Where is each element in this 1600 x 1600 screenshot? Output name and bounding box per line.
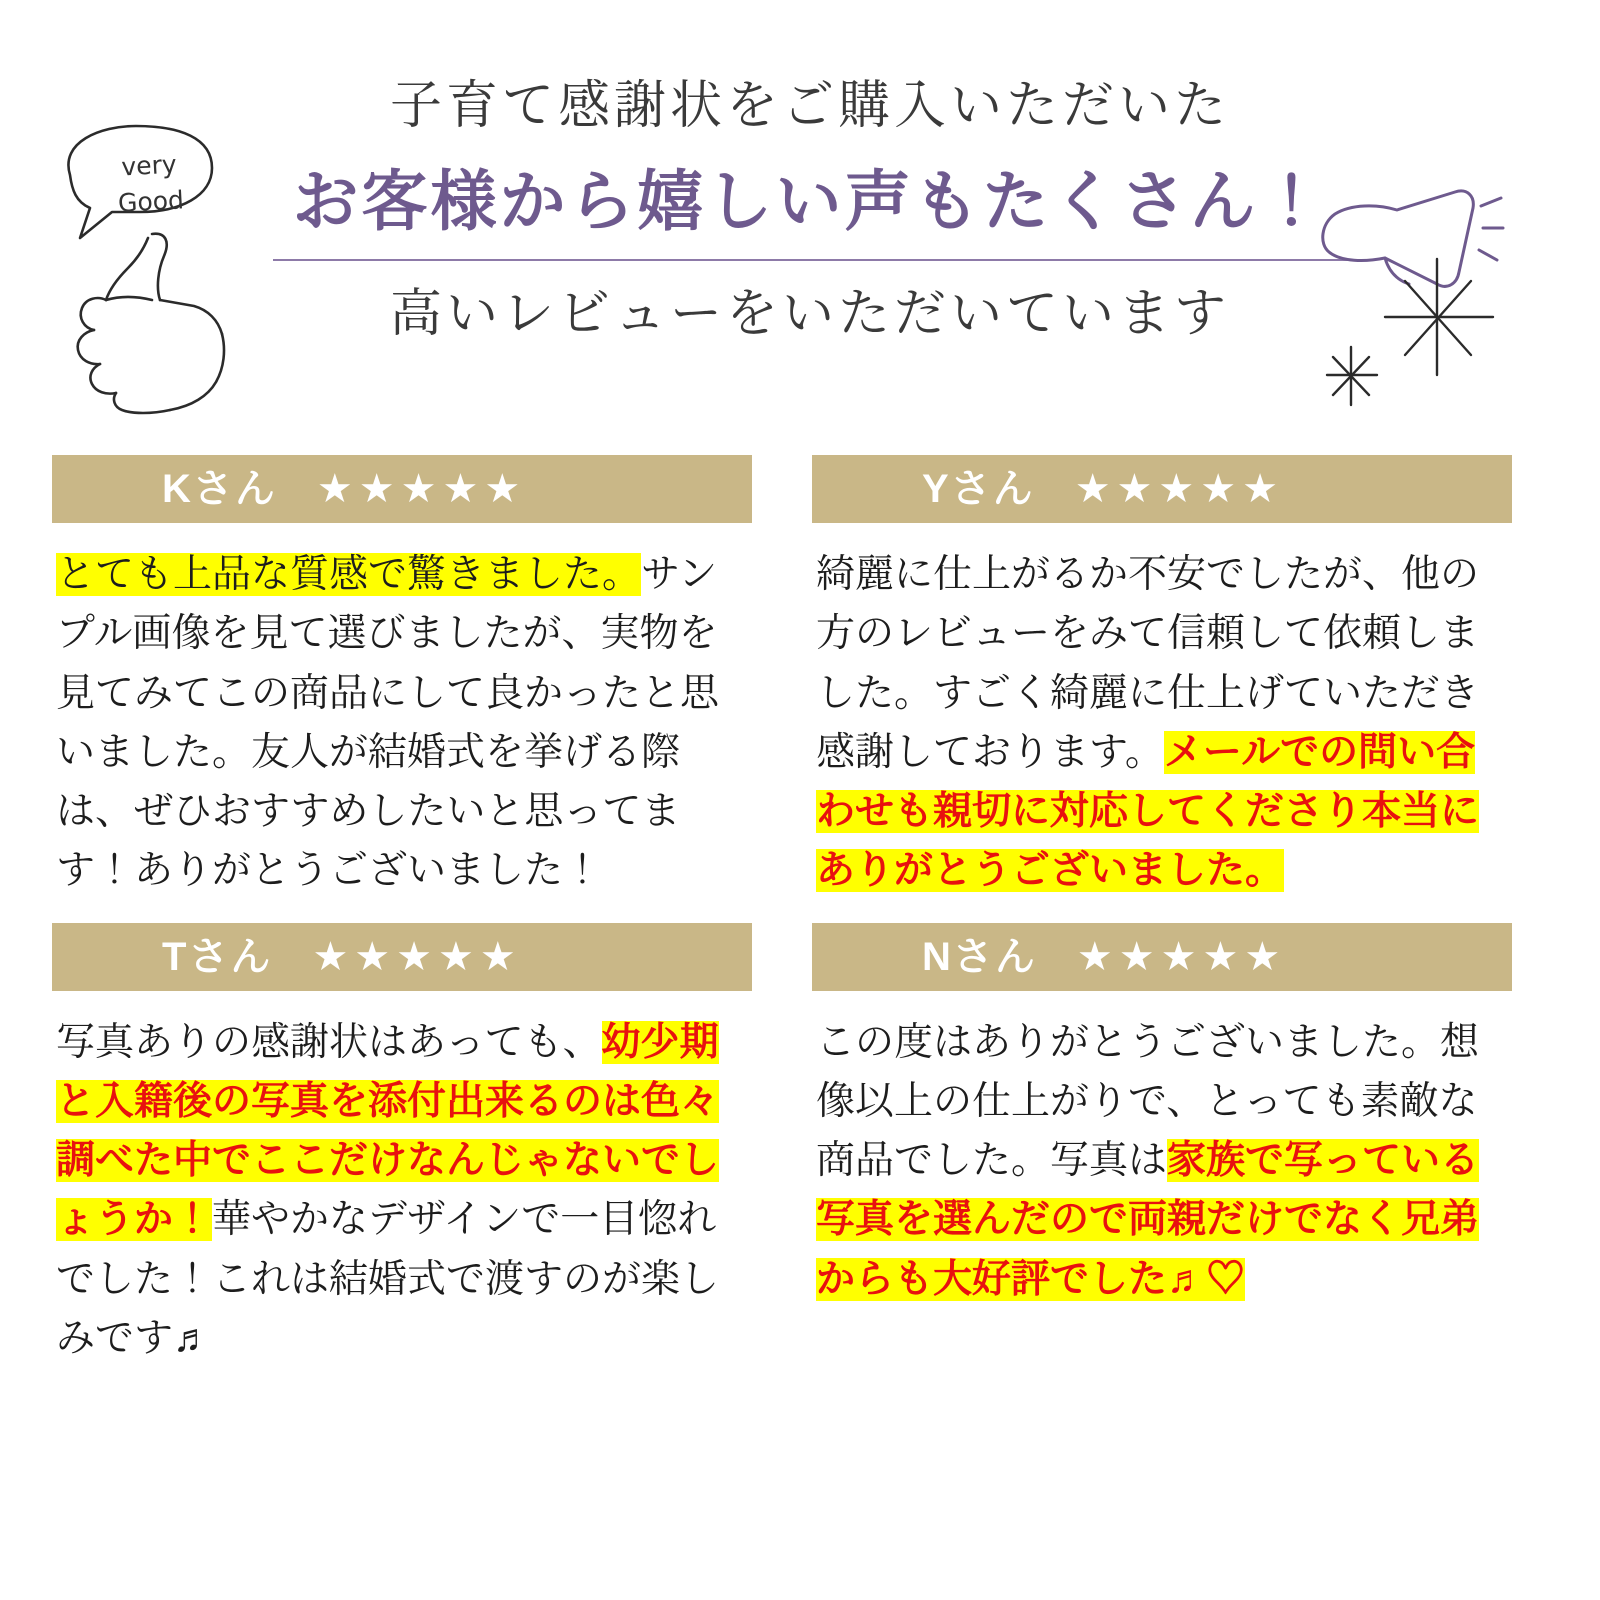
header-divider	[273, 259, 1348, 261]
rating-stars: ★★★★★	[312, 934, 522, 979]
review-plain-2: 華やかなデザインで一目惚れでした！これは結婚式で渡すのが楽しみです♬	[56, 1198, 720, 1360]
review-text	[52, 545, 752, 901]
rating-stars: ★★★★★	[1076, 934, 1287, 979]
review-plain: サンプル画像を見て選びましたが、実物を見てみてこの商品にして良かったと思いました。友人が結婚式を挙げる際は、ぜひおすすめしたいと思ってます！ありがとうございました！	[56, 553, 720, 893]
header-line-3: 高いレビューをいただいています	[389, 285, 1230, 344]
review-plain: 綺麗に仕上がるか不安でしたが、他の方のレビューをみて信頼して依頼しました。すごく綺麗に仕上げていただき感謝しております。	[816, 553, 1480, 774]
review-plain: 写真ありの感謝状はあっても、	[56, 1020, 602, 1064]
sparkle-icon	[1325, 255, 1505, 415]
review-header	[812, 455, 1512, 523]
review-header	[52, 455, 752, 523]
review-card	[52, 455, 752, 901]
reviewer-name: Tさん	[162, 934, 273, 979]
bubble-line-2: Good	[117, 185, 185, 218]
reviews-grid	[0, 455, 1600, 1368]
rating-stars: ★★★★★	[1074, 467, 1284, 511]
review-highlight: とても上品な質感で驚きました。	[56, 553, 642, 596]
review-card	[52, 923, 752, 1369]
review-card	[812, 923, 1512, 1369]
header-text-block	[250, 75, 1370, 346]
review-header	[812, 923, 1512, 991]
bubble-line-1: very	[120, 149, 178, 182]
poster-header	[0, 0, 1600, 440]
review-text	[812, 1013, 1512, 1309]
reviewer-name: Yさん	[922, 467, 1035, 511]
rating-stars: ★★★★★	[316, 467, 527, 511]
reviewer-name: Nさん	[922, 934, 1037, 979]
review-text	[52, 1013, 752, 1369]
review-text	[812, 545, 1512, 901]
review-plain: この度はありがとうございました。想像以上の仕上がりで、とっても素敵な商品でした。写真は	[816, 1020, 1480, 1183]
review-highlight: メールでの問い合わせも親切に対応してくださり本当にありがとうございました。	[816, 730, 1480, 893]
review-card	[812, 455, 1512, 901]
header-title: お客様から嬉しい声もたくさん！	[292, 164, 1328, 239]
reviewer-name: Kさん	[162, 467, 277, 511]
review-header	[52, 923, 752, 991]
header-line-1: 子育て感謝状をご購入いただいた	[389, 77, 1230, 135]
review-highlight: 幼少期と入籍後の写真を添付出来るのは色々調べた中でここだけなんじゃないでしょうか！	[56, 1020, 720, 1242]
review-highlight: 家族で写っている写真を選んだので両親だけでなく兄弟からも大好評でした♬♡	[816, 1139, 1480, 1301]
